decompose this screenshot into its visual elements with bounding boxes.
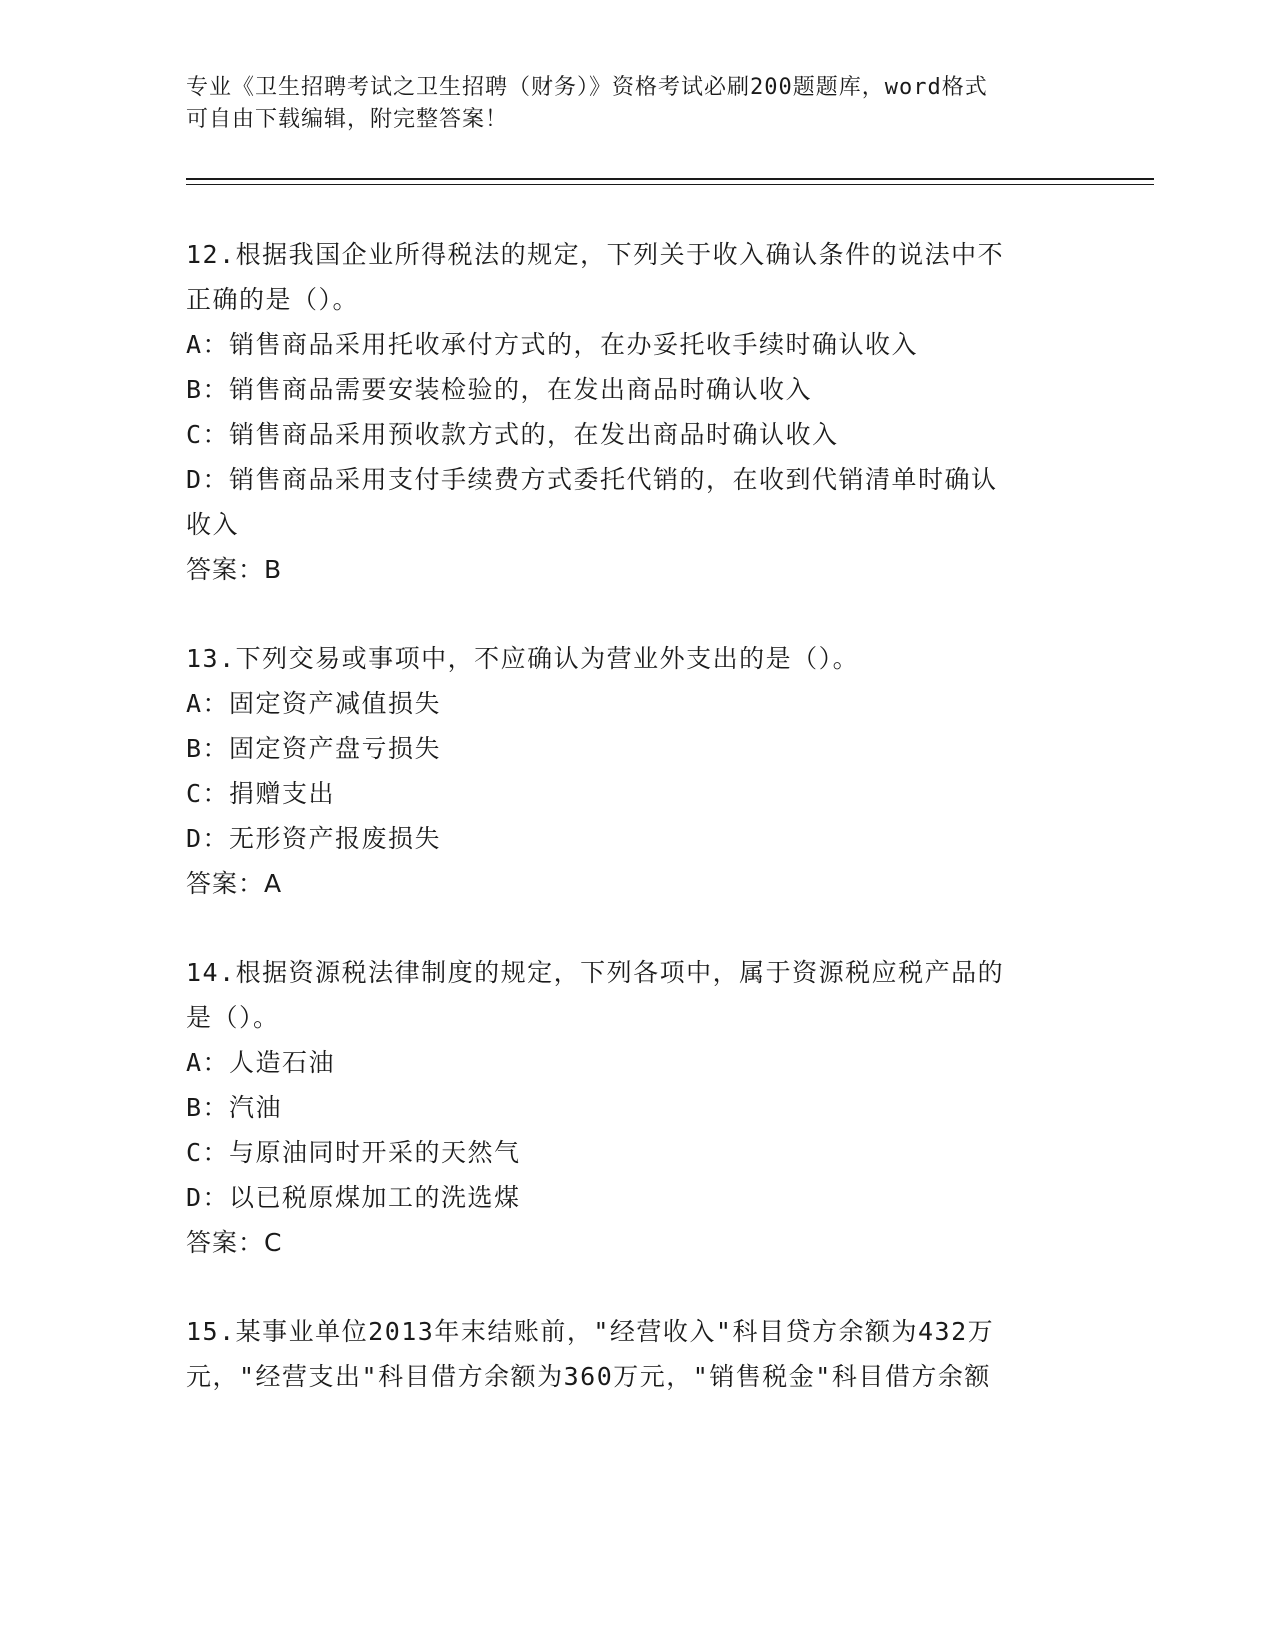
- answer-label: 答案：C: [186, 1228, 283, 1257]
- option-b: B：销售商品需要安装检验的，在发出商品时确认收入: [186, 375, 813, 404]
- option-b: B：固定资产盘亏损失: [186, 734, 442, 763]
- option-d: D：以已税原煤加工的洗选煤: [186, 1183, 521, 1212]
- question-13: [186, 636, 1086, 906]
- option-b: B：汽油: [186, 1093, 283, 1122]
- option-a: A：销售商品采用托收承付方式的，在办妥托收手续时确认收入: [186, 330, 919, 359]
- question-list: [186, 232, 1086, 1443]
- question-stem-line: 元，"经营支出"科目借方余额为360万元，"销售税金"科目借方余额: [186, 1362, 991, 1391]
- question-15: [186, 1309, 1086, 1399]
- option-a: A：人造石油: [186, 1048, 336, 1077]
- question-stem-line: 14.根据资源税法律制度的规定，下列各项中，属于资源税应税产品的: [186, 958, 1005, 987]
- option-d: D：无形资产报废损失: [186, 824, 442, 853]
- header-line-2: 可自由下载编辑，附完整答案！: [186, 107, 509, 132]
- header-divider-thick: [186, 178, 1154, 180]
- option-d: D：销售商品采用支付手续费方式委托代销的，在收到代销清单时确认: [186, 465, 998, 494]
- answer-label: 答案：B: [186, 555, 283, 584]
- document-header: [186, 72, 1066, 136]
- question-12: [186, 232, 1086, 592]
- question-stem-line: 是（）。: [186, 1003, 280, 1032]
- option-a: A：固定资产减值损失: [186, 689, 442, 718]
- question-stem-line: 正确的是（）。: [186, 285, 360, 314]
- option-c: C：销售商品采用预收款方式的，在发出商品时确认收入: [186, 420, 839, 449]
- option-c: C：捐赠支出: [186, 779, 336, 808]
- option-c: C：与原油同时开采的天然气: [186, 1138, 521, 1167]
- question-stem-line: 15.某事业单位2013年末结账前，"经营收入"科目贷方余额为432万: [186, 1317, 995, 1346]
- answer-label: 答案：A: [186, 869, 283, 898]
- option-d-continued: 收入: [186, 510, 240, 539]
- question-stem-line: 13.下列交易或事项中，不应确认为营业外支出的是（）。: [186, 644, 860, 673]
- header-line-1: 专业《卫生招聘考试之卫生招聘（财务）》资格考试必刷200题题库，word格式: [186, 75, 988, 100]
- header-divider-thin: [186, 184, 1154, 185]
- question-14: [186, 950, 1086, 1265]
- question-stem-line: 12.根据我国企业所得税法的规定，下列关于收入确认条件的说法中不: [186, 240, 1005, 269]
